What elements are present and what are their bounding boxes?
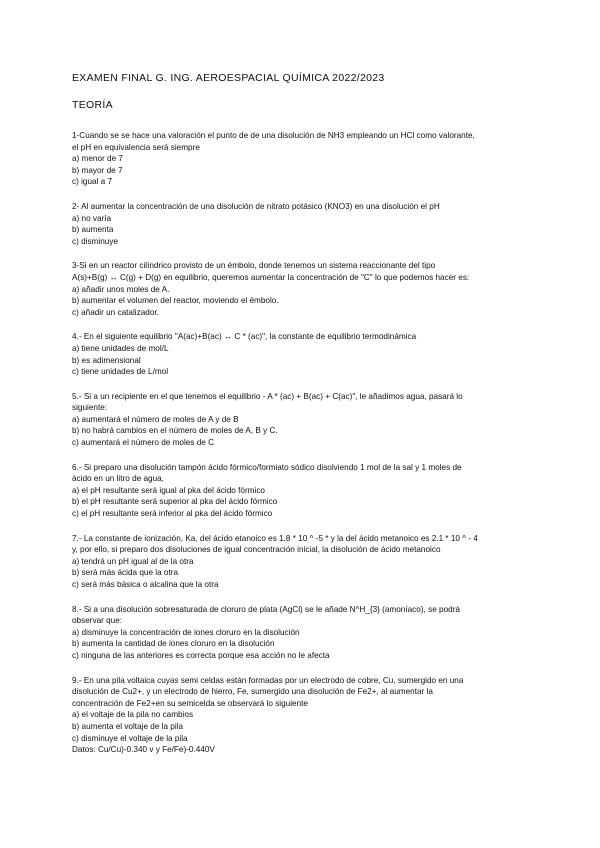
answer-option: a) el pH resultante será igual al pka del ácido fórmico (72, 485, 265, 495)
question-stem-line: siguiente: (72, 403, 108, 413)
question-7 (72, 533, 542, 591)
question-stem-line: 3-Si en un reactor cilíndrico provisto de un émbolo, donde tenemos un sistema reaccionante del tipo (72, 261, 436, 271)
answer-option: a) menor de 7 (72, 154, 123, 164)
question-stem-line: 5.- Si a un recipiente en el que tenemos el equilibrio - A * (ac) + B(ac) + C(ac)", le añadimos agua, pasará lo (72, 391, 463, 401)
answer-option: a) disminuye la concentración de iones cloruro en la disolución (72, 627, 300, 637)
question-stem-line: 4.- En el siguiente equilibrio "A(ac)+B(ac) ↔ C * (ac)", la constante de equilibrio termodinámica (72, 332, 417, 342)
question-stem-line: el pH en equivalencia será siempre (72, 142, 200, 152)
question-1 (72, 130, 542, 188)
question-8 (72, 604, 542, 662)
answer-option: b) aumenta la cantidad de iones cloruro en la disolución (72, 639, 275, 649)
answer-option: c) disminuye el voltaje de la pila (72, 733, 188, 743)
question-stem-line: 8.- Si a una disolución sobresaturada de cloruro de plata (AgCl) se le añade N^H_{3} (amoníaco), se podrá (72, 604, 460, 614)
question-9 (72, 675, 542, 756)
answer-option: b) mayor de 7 (72, 165, 123, 175)
question-stem-line: 9.- En una pila voltaica cuyas semi celdas están formadas por un electrodo de cobre, Cu, sumergido en una (72, 675, 464, 685)
answer-option: a) tendrá un pH igual al de la otra (72, 556, 194, 566)
answer-option: a) no varía (72, 213, 112, 223)
question-list (72, 130, 542, 769)
question-3 (72, 260, 542, 318)
answer-option: c) disminuye (72, 236, 118, 246)
answer-option: c) añadir un catalizador. (72, 307, 159, 317)
answer-option: a) tiene unidades de mol/L (72, 343, 169, 353)
answer-option: b) será más ácida que la otra (72, 568, 179, 578)
answer-option: b) es adimensional (72, 355, 141, 365)
answer-option: a) añadir unos moles de A. (72, 284, 170, 294)
answer-option: b) aumenta (72, 225, 114, 235)
question-stem-line: 7.- La constante de ionización, Ka, del ácido etanoico es 1.8 * 10 ^ -5 * y la del ácido metanoico es 2.1 * 10 ^ - 4 (72, 533, 478, 543)
question-stem-line: 2- Al aumentar la concentración de una disolución de nitrato potásico (KNO3) en una disolución el pH (72, 201, 440, 211)
question-stem-line: observar que: (72, 616, 123, 626)
answer-option: a) el voltaje de la pila no cambios (72, 710, 194, 720)
question-stem-line: concentración de Fe2+en su semicelda se observará lo siguiente (72, 698, 308, 708)
question-stem-line: 1-Cuando se se hace una valoración el punto de de una disolución de NH3 empleando un HCl como valorante, (72, 131, 475, 140)
question-stem-line: y, por ello, si preparo dos disoluciones de igual concentración inicial, la disolución de ácido metanoico (72, 545, 441, 555)
question-6 (72, 462, 542, 520)
question-5 (72, 391, 542, 449)
answer-option: Datos: Cu/Cu)-0.340 v y Fe/Fe)-0.440V (72, 745, 215, 755)
exam-title: EXAMEN FINAL G. ING. AEROESPACIAL QUÍMICA 2022/2023 (72, 72, 385, 84)
answer-option: c) aumentará el número de moles de C (72, 438, 214, 448)
question-stem-line: 6.- Si preparo una disolución tampón ácido fórmico/formiato sódico disolviendo 1 mol de la sal y 1 moles de (72, 462, 462, 472)
question-4 (72, 331, 542, 377)
answer-option: b) no habrá cambios en el número de moles de A, B y C. (72, 426, 278, 436)
answer-option: b) aumentar el volumen del reactor, moviendo el émbolo. (72, 296, 279, 306)
answer-option: c) será más básica o alcalina que la otra (72, 580, 219, 589)
answer-option: c) igual a 7 (72, 177, 113, 187)
answer-option: c) tiene unidades de L/mol (72, 367, 169, 377)
answer-option: b) el pH resultante será superior al pka del ácido fórmico (72, 497, 278, 507)
question-stem-line: disolución de Cu2+, y un electrodo de hierro, Fe, sumergido una disolución de Fe2+, al aumentar la (72, 687, 433, 697)
answer-option: c) el pH resultante será inferior al pka del ácido fórmico (72, 509, 273, 519)
answer-option: b) aumenta el voltaje de la pila (72, 721, 184, 731)
question-stem-line: A(s)+B(g) ↔ C(g) + D(g) en equilibrio, queremos aumentar la concentración de "C" lo que podemos hacer es: (72, 272, 470, 282)
question-stem-line: ácido en un litro de agua, (72, 474, 164, 484)
answer-option: a) aumentará el número de moles de A y de B (72, 414, 239, 424)
question-2 (72, 201, 542, 247)
answer-option: c) ninguna de las anteriores es correcta porque esa acción no le afecta (72, 650, 330, 660)
section-heading: TEORÍA (72, 99, 113, 111)
